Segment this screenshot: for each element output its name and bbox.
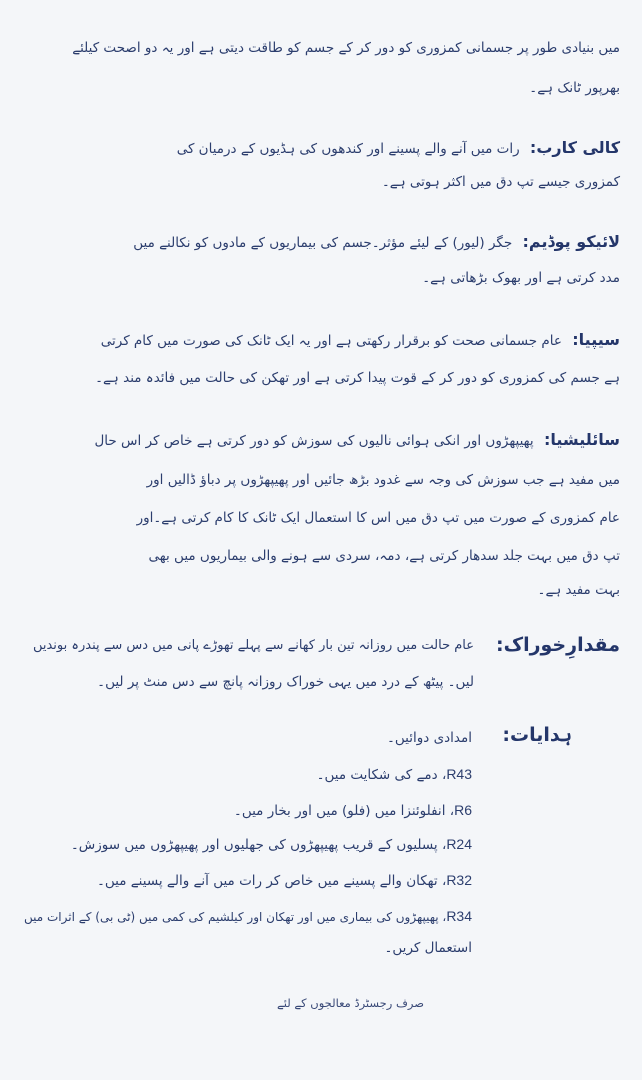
remedy-text-line: بہت مفید ہے۔ [537,582,620,598]
remedy-term: سائلیشیا: [543,430,620,449]
remedy-code: R32 [446,872,472,888]
remedy-text: عام جسمانی صحت کو برقرار رکھتی ہے اور یہ ایک ٹانک کی صورت میں کام کرتی [100,333,562,349]
remedy-term: لائیکو پوڈیم: [522,232,620,251]
remedy-text-line: تپ دق میں بہت جلد سدھار کرتی ہے، دمہ، سردی سے ہونے والی بیماریوں میں بھی [148,548,620,564]
dosage-label: مقدارِخوراک: [496,634,620,656]
instructions-intro: امدادی دوائیں۔ [387,730,472,746]
remedy-code: R43 [446,766,472,782]
instruction-text: ، پسلیوں کے قریب پھیپھڑوں کی جھلیوں اور پھیپھڑوں میں سوزش۔ [70,837,447,853]
instruction-text: ، تھکان والے پسینے میں خاص کر رات میں آنے والے پسینے میں۔ [96,873,447,889]
remedy-code: R24 [446,836,472,852]
remedy-silicea [94,430,620,451]
remedy-text-line: میں مفید ہے جب سوزش کی وجہ سے غدود بڑھ جائیں اور پھیپھڑوں پر دباؤ ڈالیں اور [146,472,620,488]
dosage-line-2: لیں۔ پیٹھ کے درد میں یہی خوراک روزانہ پانچ سے دس منٹ پر لیں۔ [97,674,474,690]
remedy-code: R6 [454,802,472,818]
instruction-text: ، انفلوئنزا میں (فلو) میں اور بخار میں۔ [233,803,455,819]
intro-line-2: بھرپور ٹانک ہے۔ [529,80,620,96]
remedy-lycopodium [133,232,620,253]
remedy-term: کالی کارب: [529,138,620,157]
instruction-item [317,764,472,785]
instruction-item [97,870,472,891]
instructions-label: ہدایات: [502,724,572,746]
instruction-item [24,906,472,927]
remedy-sepia [101,330,620,351]
remedy-kali-carb [177,138,620,159]
remedy-text-line: کمزوری جیسے تپ دق میں اکثر ہوتی ہے۔ [381,174,620,190]
instructions-last-line: استعمال کریں۔ [384,940,472,956]
dosage-line-1: عام حالت میں روزانہ تین بار کھانے سے پہلے تھوڑے پانی میں دس سے پندرہ بوندیں [32,638,474,653]
instruction-item [71,834,472,855]
footer-note: صرف رجسٹرڈ معالجوں کے لئے [277,996,424,1010]
intro-line-1: میں بنیادی طور پر جسمانی کمزوری کو دور کر کے جسم کو طاقت دیتی ہے اور یہ دو اصحت کیلئے [72,40,620,56]
instruction-text: ، دمے کی شکایت میں۔ [316,767,447,783]
remedy-text-line: ہے جسم کی کمزوری کو دور کر کے قوت پیدا کرتی ہے اور تھکن کی حالت میں فائدہ مند ہے۔ [95,370,620,386]
remedy-text: جگر (لیور) کے لیئے مؤثر۔جسم کی بیماریوں کے مادوں کو نکالنے میں [133,235,513,251]
instruction-item [234,800,472,821]
remedy-text-line: مدد کرتی ہے اور بھوک بڑھاتی ہے۔ [422,270,620,286]
remedy-text: پھیپھڑوں اور انکی ہوائی نالیوں کی سوزش کو دور کرتی ہے خاص کر اس حال [94,433,534,449]
remedy-term: سیپیا: [572,330,620,349]
remedy-text-line: عام کمزوری کے صورت میں تپ دق میں اس کا استعمال ایک ٹانک کا کام کرتی ہے۔اور [136,510,620,526]
instruction-text: ، پھیپھڑوں کی بیماری میں اور تھکان اور کیلشیم کی کمی میں (ٹی بی) کے اثرات میں [24,910,447,924]
remedy-code: R34 [446,908,472,924]
remedy-text: رات میں آنے والے پسینے اور کندھوں کی ہڈیوں کے درمیان کی [176,141,520,157]
